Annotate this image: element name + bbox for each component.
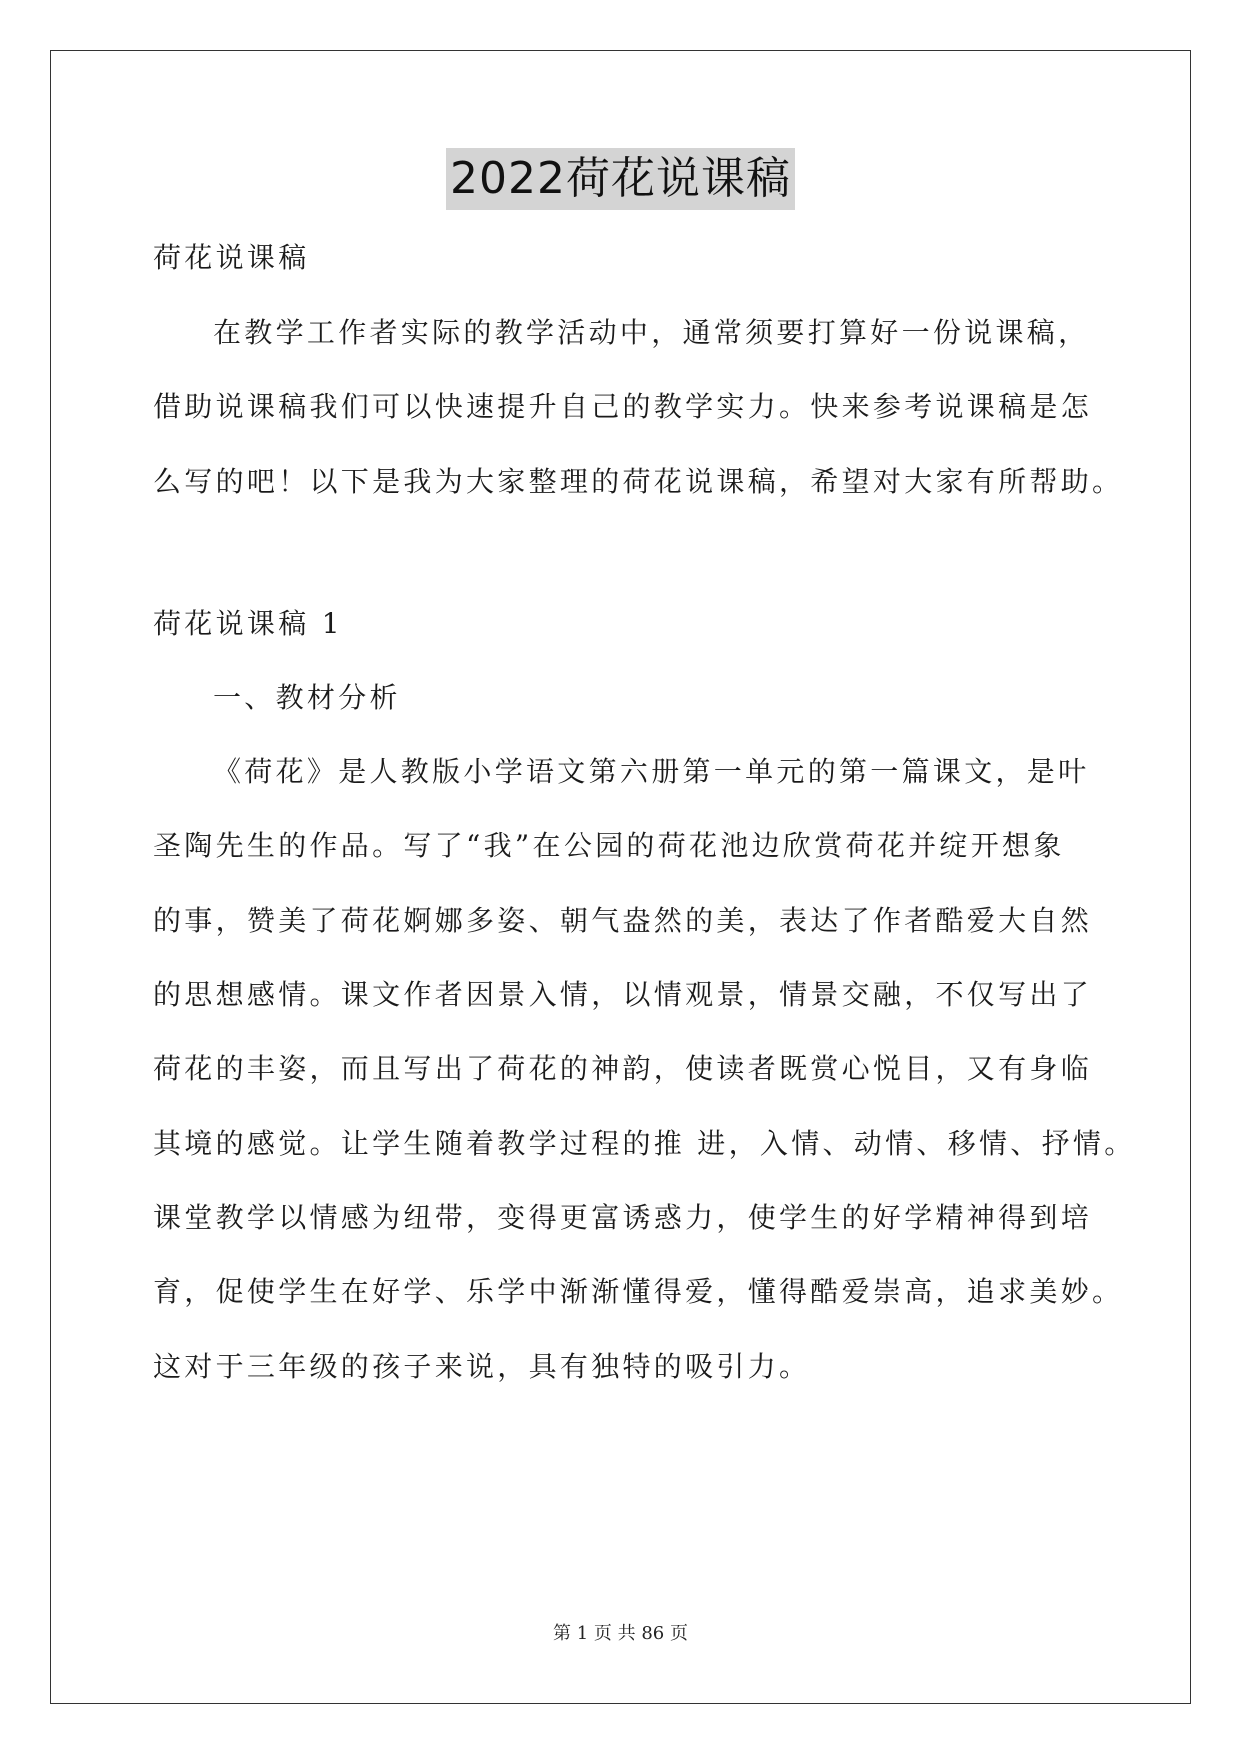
body-line-3: 的事，赞美了荷花婀娜多姿、朝气盎然的美，表达了作者酷爱大自然 [153, 904, 1093, 937]
body-line-8: 育，促使学生在好学、乐学中渐渐懂得爱，懂得酷爱崇高，追求美妙。 [153, 1275, 1124, 1308]
page-footer: 第 1 页 共 86 页 [553, 1623, 688, 1644]
section-heading: 荷花说课稿 1 [153, 607, 343, 640]
intro-line-1: 在教学工作者实际的教学活动中，通常须要打算好一份说课稿， [213, 316, 1090, 349]
body-line-5: 荷花的丰姿，而且写出了荷花的神韵，使读者既赏心悦目，又有身临 [153, 1052, 1093, 1085]
body-line-7: 课堂教学以情感为纽带，变得更富诱惑力，使学生的好学精神得到培 [153, 1201, 1093, 1234]
body-line-4: 的思想感情。课文作者因景入情，以情观景，情景交融，不仅写出了 [153, 978, 1093, 1011]
document-title: 2022荷花说课稿 [446, 148, 795, 210]
title-container [0, 148, 1241, 210]
intro-line-2: 借助说课稿我们可以快速提升自己的教学实力。快来参考说课稿是怎 [153, 390, 1093, 423]
body-line-9: 这对于三年级的孩子来说，具有独特的吸引力。 [153, 1350, 811, 1383]
body-line-6: 其境的感觉。让学生随着教学过程的推 进，入情、动情、移情、抒情。 [153, 1127, 1136, 1160]
document-subtitle: 荷花说课稿 [153, 241, 310, 274]
intro-line-3: 么写的吧！以下是我为大家整理的荷花说课稿，希望对大家有所帮助。 [153, 465, 1124, 498]
subsection-heading: 一、教材分析 [213, 681, 401, 714]
page-border [50, 50, 1191, 1704]
body-line-2: 圣陶先生的作品。写了“我”在公园的荷花池边欣赏荷花并绽开想象 [153, 829, 1065, 862]
body-line-1: 《荷花》是人教版小学语文第六册第一单元的第一篇课文，是叶 [213, 755, 1090, 788]
